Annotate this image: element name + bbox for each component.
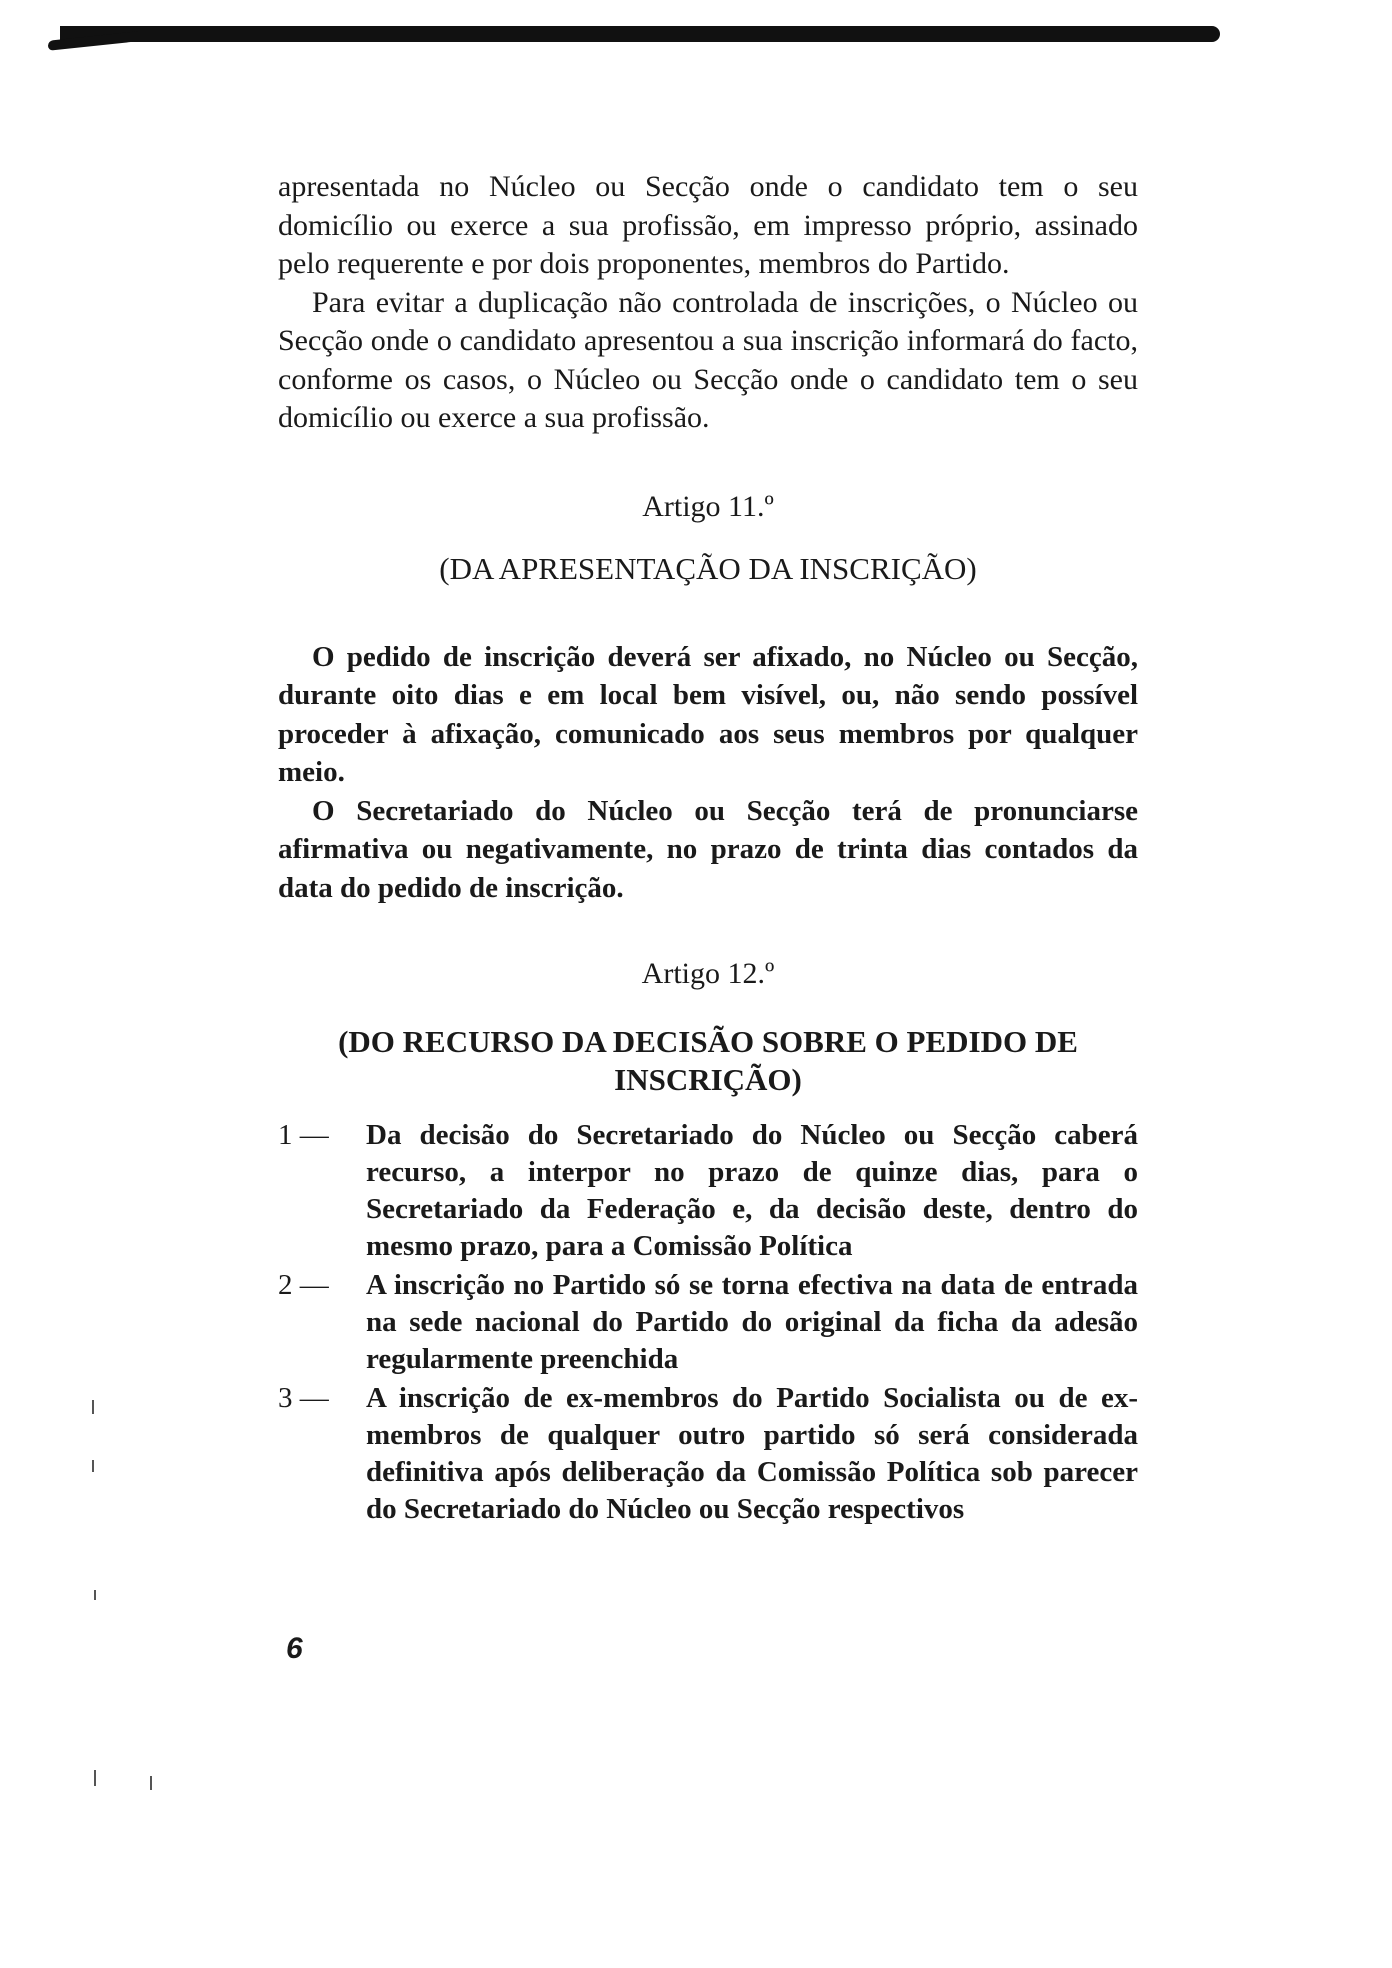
scan-speck bbox=[92, 1460, 94, 1472]
scan-top-edge bbox=[60, 26, 1220, 42]
scan-speck bbox=[150, 1776, 152, 1790]
list-number: 2 — bbox=[278, 1269, 329, 1301]
list-text: Da decisão do Secretariado do Núcleo ou Secção caberá recurso, a interpor no prazo de quinze dias, para o Secretariado da Federação e, da decisão deste, dentro do mesmo prazo, para a Comissão Política bbox=[366, 1119, 1138, 1262]
list-item bbox=[278, 1117, 1138, 1265]
document-page bbox=[278, 168, 1138, 1530]
list-number: 3 — bbox=[278, 1382, 329, 1414]
article-11-label: Artigo 11.º bbox=[642, 489, 774, 523]
scan-speck bbox=[94, 1770, 96, 1786]
list-text: A inscrição no Partido só se torna efectiva na data de entrada na sede nacional do Partido do original da ficha da adesão regularmente preenchida bbox=[366, 1269, 1138, 1375]
article-12-heading: (DO RECURSO DA DECISÃO SOBRE O PEDIDO DE INSCRIÇÃO) bbox=[338, 1024, 1078, 1097]
numbered-list bbox=[278, 1117, 1138, 1528]
paragraph: Para evitar a duplicação não controlada de inscrições, o Núcleo ou Secção onde o candidato apresentou a sua inscrição informará do facto, conforme os casos, o Núcleo ou Secção onde o candidato tem o seu domicílio ou exerce a sua profissão. bbox=[278, 285, 1138, 434]
list-item bbox=[278, 1267, 1138, 1378]
paragraph: O Secretariado do Núcleo ou Secção terá de pronunciarse afirmativa ou negativamente, no prazo de trinta dias contados da data do pedido de inscrição. bbox=[278, 794, 1138, 904]
list-text: A inscrição de ex-membros do Partido Socialista ou de ex-membros de qualquer outro partido só será considerada definitiva após deliberação da Comissão Política sob parecer do Secretariado do Núcleo ou Secção respectivos bbox=[366, 1382, 1138, 1525]
article-11-heading: (DA APRESENTAÇÃO DA INSCRIÇÃO) bbox=[439, 550, 977, 586]
list-number: 1 — bbox=[278, 1119, 329, 1151]
list-item bbox=[278, 1380, 1138, 1528]
page-number: 6 bbox=[286, 1632, 303, 1665]
scan-speck bbox=[94, 1590, 96, 1600]
paragraph: O pedido de inscrição deverá ser afixado, no Núcleo ou Secção, durante oito dias e em local bem visível, ou, não sendo possível proceder à afixação, comunicado aos seus membros por qualquer meio. bbox=[278, 640, 1138, 788]
article-12-label: Artigo 12.º bbox=[641, 957, 775, 990]
scan-speck bbox=[92, 1400, 94, 1414]
paragraph: apresentada no Núcleo ou Secção onde o candidato tem o seu domicílio ou exerce a sua profissão, em impresso próprio, assinado pelo requerente e por dois proponentes, membros do Partido. bbox=[278, 170, 1138, 280]
